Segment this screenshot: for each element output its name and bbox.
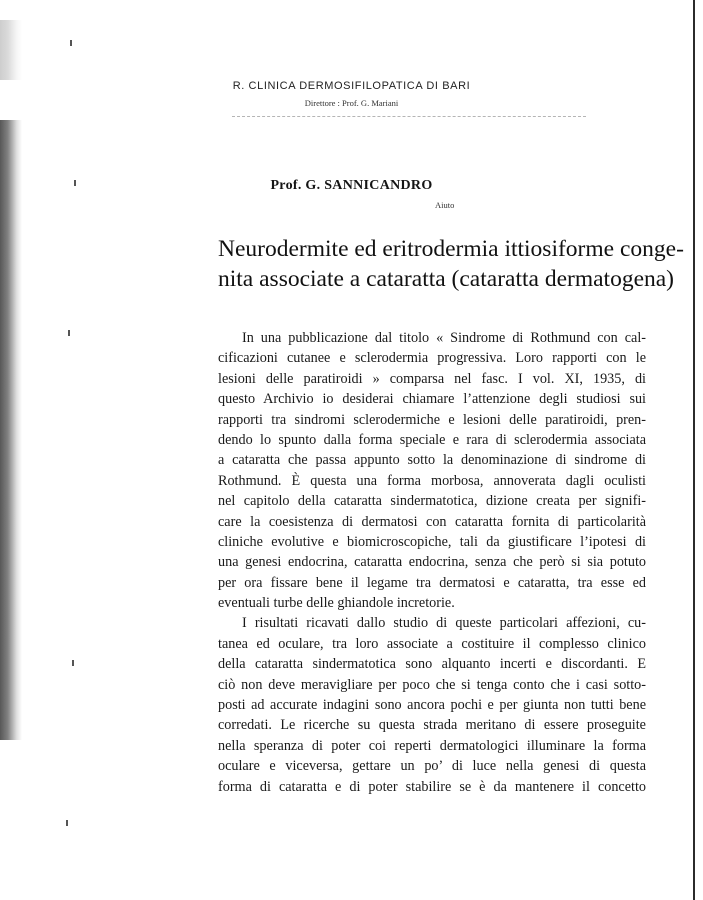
body-line: per ora fissare bene il legame tra dermatosi e cataratta, tra esse ed (218, 574, 646, 591)
author-name: Prof. G. SANNICANDRO (270, 178, 433, 193)
body-line: oculare e viceversa, gettare un po’ di luce nella genesi di questa (218, 758, 646, 775)
scan-speck (72, 660, 74, 666)
body-line: posti ad accurate indagini sono ancora pochi e per giunta non tutti bene (218, 697, 646, 714)
header-divider (232, 116, 586, 117)
scan-speck (70, 40, 72, 46)
institute-heading: R. CLINICA DERMOSIFILOPATICA DI BARI (232, 80, 471, 92)
body-line: corredati. Le ricerche su questa strada meritano di essere proseguite (218, 717, 646, 734)
scan-speck (68, 330, 70, 336)
body-line: eventuali turbe delle ghiandole incretorie. (218, 595, 455, 612)
scan-edge-shadow-top (0, 20, 22, 80)
body-line: questo Archivio io desiderai chiamare l’attenzione degli studiosi sui (218, 391, 646, 408)
body-line: nella speranza di poter coi reperti dermatologici illuminare la forma (218, 737, 646, 754)
scan-speck (66, 820, 68, 826)
body-line: dendo lo spunto dalla forma speciale e rara di sclerodermia associata (218, 431, 646, 448)
body-line: In una pubblicazione dal titolo « Sindrome di Rothmund con cal- (242, 330, 646, 346)
body-line: forma di cataratta e di poter stabilire se è da mantenere il concetto (218, 778, 646, 795)
body-line: ciò non deve meravigliare per poco che si tenga conto che i casi sotto- (218, 676, 646, 693)
article-body (218, 328, 646, 797)
author-role: Aiuto (435, 200, 455, 210)
director-line: Direttore : Prof. G. Mariani (304, 98, 399, 108)
body-line: nel capitolo della cataratta sindermatotica, dizione creata per signifi- (218, 493, 646, 510)
title-line: Neurodermite ed eritrodermia ittiosiforme conge- (218, 236, 684, 262)
body-line: cificazioni cutanee e sclerodermia progressiva. Loro rapporti con le (218, 350, 646, 367)
body-line: della cataratta sindermatotica sono alquanto incerti e discordanti. E (218, 656, 646, 673)
body-line: una genesi endocrina, cataratta endocrina, senza che però si sia potuto (218, 554, 646, 571)
body-line: lesioni delle paratiroidi » comparsa nel fasc. I vol. XI, 1935, di (218, 370, 646, 387)
body-line: I risultati ricavati dallo studio di queste particolari affezioni, cu- (242, 615, 646, 632)
body-line: rapporti tra sindromi sclerodermiche e lesioni delle paratiroidi, pren- (218, 411, 646, 428)
title-line: nita associate a cataratta (cataratta dermatogena) (218, 266, 675, 292)
body-line: Rothmund. È questa una forma morbosa, annoverata dagli oculisti (218, 472, 646, 489)
body-line: care la coesistenza di dermatosi con cataratta fornita di particolarità (218, 513, 646, 530)
article-title (218, 234, 684, 294)
body-line: cliniche evolutive e biomicroscopiche, tali da giustificare l’ipotesi di (218, 533, 646, 550)
scan-edge-shadow (0, 120, 22, 740)
scan-edge-line (693, 0, 695, 900)
body-line: a cataratta che passa appunto sotto la denominazione di sindrome di (218, 452, 646, 469)
body-line: tanea ed oculare, tra loro associate a costituire il complesso clinico (218, 635, 646, 652)
